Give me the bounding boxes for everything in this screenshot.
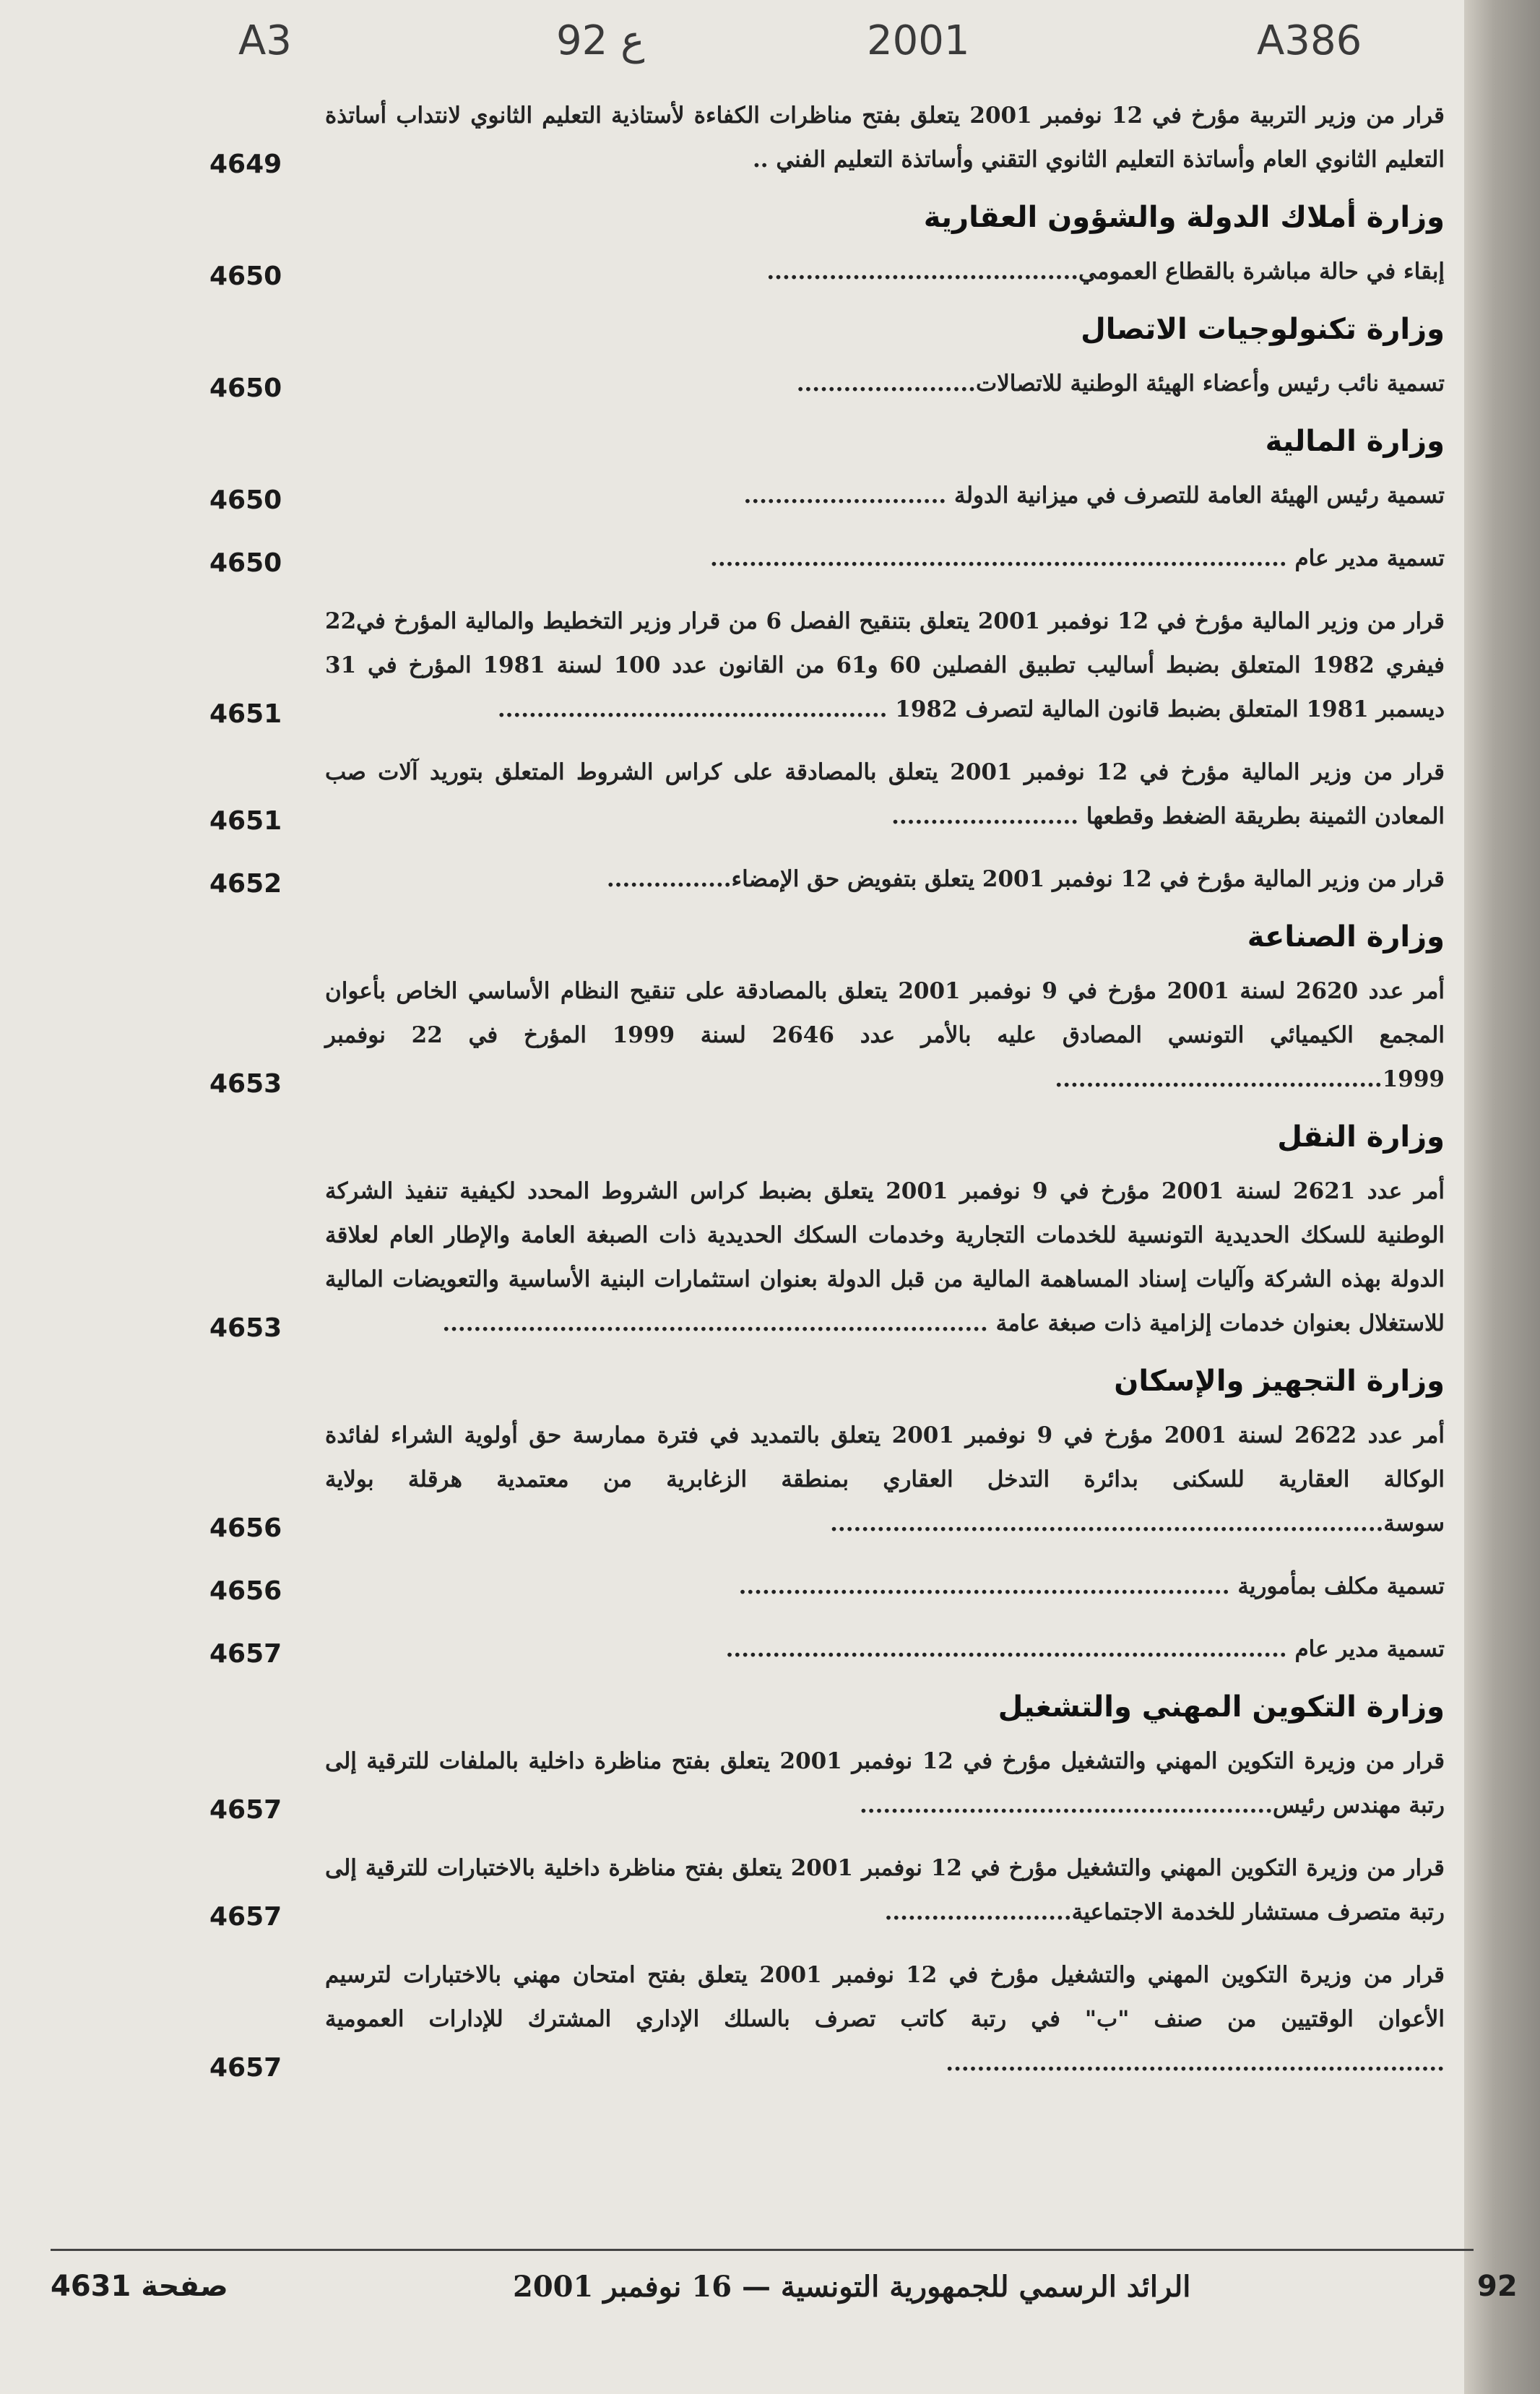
toc-entry <box>209 1953 1445 2086</box>
toc-entry <box>209 362 1445 406</box>
entry-text: أمر عدد 2621 لسنة 2001 مؤرخ في 9 نوفمبر 2001 يتعلق بضبط كراس الشروط المحدد لكيفية تنفيذ الشركة الوطنية للسكك الحديدية التونسية للخدمات التجارية وخدمات السكك الحديدية ذات الصبغة العامة والإطار العام لعلاقة الدولة بهذه الشركة وآليات إسناد المساهمة المالية من قبل الدولة بعنوان استثمارات البنية الأساسية والتعويضات المالية للاستغلال بعنوان خدمات إلزامية ذات صبغة عامة ...................................................................... <box>325 1178 1445 1336</box>
entry-page-number: 4650 <box>209 262 282 291</box>
handwritten-note: A3 <box>238 17 292 64</box>
toc-entry <box>209 600 1445 732</box>
entry-text: أمر عدد 2620 لسنة 2001 مؤرخ في 9 نوفمبر 2001 يتعلق بالمصادقة على تنقيح النظام الأساسي الخاص بأعوان المجمع الكيميائي التونسي المصادق عليه بالأمر عدد 2646 لسنة 1999 المؤرخ في 22 نوفمبر 1999.......................................... <box>325 978 1445 1092</box>
entry-text: تسمية رئيس الهيئة العامة للتصرف في ميزانية الدولة .......................... <box>743 483 1445 509</box>
toc-entry <box>209 474 1445 518</box>
entry-page-number: 4653 <box>209 1313 282 1343</box>
entry-page-number: 4657 <box>209 1639 282 1669</box>
section-title: وزارة التكوين المهني والتشغيل <box>998 1690 1445 1724</box>
entry-page-number: 4656 <box>209 1513 282 1543</box>
section-title: وزارة أملاك الدولة والشؤون العقارية <box>923 201 1445 234</box>
toc-entry <box>209 250 1445 294</box>
entry-text: تسمية نائب رئيس وأعضاء الهيئة الوطنية للاتصالات....................... <box>796 371 1445 397</box>
toc-entry <box>209 857 1445 902</box>
entry-text: قرار من وزيرة التكوين المهني والتشغيل مؤرخ في 12 نوفمبر 2001 يتعلق بفتح امتحان مهني بالاختبارات لترسيم الأعوان الوقتيين من صنف "ب" في رتبة كاتب تصرف بالسلك الإداري المشترك للإدارات العمومية ................................................................ <box>325 1962 1445 2076</box>
entry-text: قرار من وزير التربية مؤرخ في 12 نوفمبر 2001 يتعلق بفتح مناظرات الكفاءة لأستاذية التعليم الثانوي لانتداب أساتذة التعليم الثانوي العام وأساتذة التعليم الثانوي التقني وأساتذة التعليم الفني .. <box>325 103 1445 173</box>
entry-page-number: 4651 <box>209 699 282 729</box>
entry-text: أمر عدد 2622 لسنة 2001 مؤرخ في 9 نوفمبر 2001 يتعلق بالتمديد في فترة ممارسة حق أولوية الشراء لفائدة الوكالة العقارية للسكنى بدائرة التدخل العقاري بمنطقة الزغابرية من معتمدية هرقلة بولاية سوسة....................................................................... <box>325 1422 1445 1537</box>
entry-text: قرار من وزيرة التكوين المهني والتشغيل مؤرخ في 12 نوفمبر 2001 يتعلق بفتح مناظرة داخلية بالاختبارات للترقية إلى رتبة متصرف مستشار للخدمة الاجتماعية........................ <box>325 1855 1445 1925</box>
entry-page-number: 4649 <box>209 150 282 179</box>
toc-entry <box>209 1170 1445 1346</box>
entry-page-number: 4657 <box>209 1795 282 1825</box>
entry-page-number: 4652 <box>209 869 282 899</box>
section-title: وزارة التجهيز والإسكان <box>1114 1365 1445 1398</box>
handwritten-note: 92 ع <box>556 17 645 64</box>
section-title: وزارة الصناعة <box>1247 920 1445 954</box>
toc-entry <box>209 1740 1445 1828</box>
page-footer <box>51 2249 1518 2304</box>
entry-text: قرار من وزير المالية مؤرخ في 12 نوفمبر 2001 يتعلق بتفويض حق الإمضاء................ <box>606 866 1445 892</box>
toc-entry <box>209 94 1445 182</box>
entry-text: إبقاء في حالة مباشرة بالقطاع العمومي........................................ <box>766 259 1445 285</box>
entry-text: قرار من وزير المالية مؤرخ في 12 نوفمبر 2001 يتعلق بتنقيح الفصل 6 من قرار وزير التخطيط والمالية المؤرخ في22 فيفري 1982 المتعلق بضبط أساليب تطبيق الفصلين 60 و61 من القانون عدد 100 لسنة 1981 المؤرخ في 31 ديسمبر 1981 المتعلق بضبط قانون المالية لتصرف 1982 .................................................. <box>325 608 1445 722</box>
footer-issue-number: 92 <box>1477 2270 1518 2303</box>
entry-page-number: 4653 <box>209 1069 282 1099</box>
toc-entry <box>209 969 1445 1102</box>
entry-page-number: 4657 <box>209 1902 282 1932</box>
entry-page-number: 4650 <box>209 485 282 515</box>
entry-text: قرار من وزيرة التكوين المهني والتشغيل مؤرخ في 12 نوفمبر 2001 يتعلق بفتح مناظرة داخلية بالملفات للترقية إلى رتبة مهندس رئيس..................................................... <box>325 1748 1445 1818</box>
entry-text: تسمية مكلف بمأمورية ............................................................... <box>738 1573 1445 1599</box>
toc-entry <box>209 1628 1445 1672</box>
entry-page-number: 4650 <box>209 373 282 403</box>
adjacent-page-edge <box>1464 0 1540 2394</box>
handwritten-annotations <box>0 4 1540 62</box>
toc-entry <box>209 537 1445 581</box>
toc-entry <box>209 1565 1445 1609</box>
toc-entry <box>209 751 1445 839</box>
entry-text: تسمية مدير عام ........................................................................ <box>725 1636 1445 1662</box>
entry-page-number: 4656 <box>209 1576 282 1606</box>
handwritten-note: 2001 <box>867 17 970 64</box>
entry-text: تسمية مدير عام .......................................................................... <box>710 545 1445 571</box>
entry-page-number: 4657 <box>209 2053 282 2083</box>
footer-page-number: صفحة 4631 <box>51 2270 228 2303</box>
toc-entry <box>209 1846 1445 1935</box>
toc-entry <box>209 1414 1445 1546</box>
section-title: وزارة المالية <box>1265 425 1445 458</box>
entry-page-number: 4650 <box>209 548 282 578</box>
handwritten-note: A386 <box>1257 17 1362 64</box>
footer-journal-title: الرائد الرسمي للجمهورية التونسية — 16 نوفمبر 2001 <box>513 2270 1191 2304</box>
entry-text: قرار من وزير المالية مؤرخ في 12 نوفمبر 2001 يتعلق بالمصادقة على كراس الشروط المتعلق بتوريد آلات صب المعادن الثمينة بطريقة الضغط وقطعها ........................ <box>325 759 1445 829</box>
entry-page-number: 4651 <box>209 806 282 836</box>
section-title: وزارة تكنولوجيات الاتصال <box>1081 313 1445 346</box>
section-title: وزارة النقل <box>1277 1120 1445 1154</box>
table-of-contents <box>209 94 1445 2104</box>
